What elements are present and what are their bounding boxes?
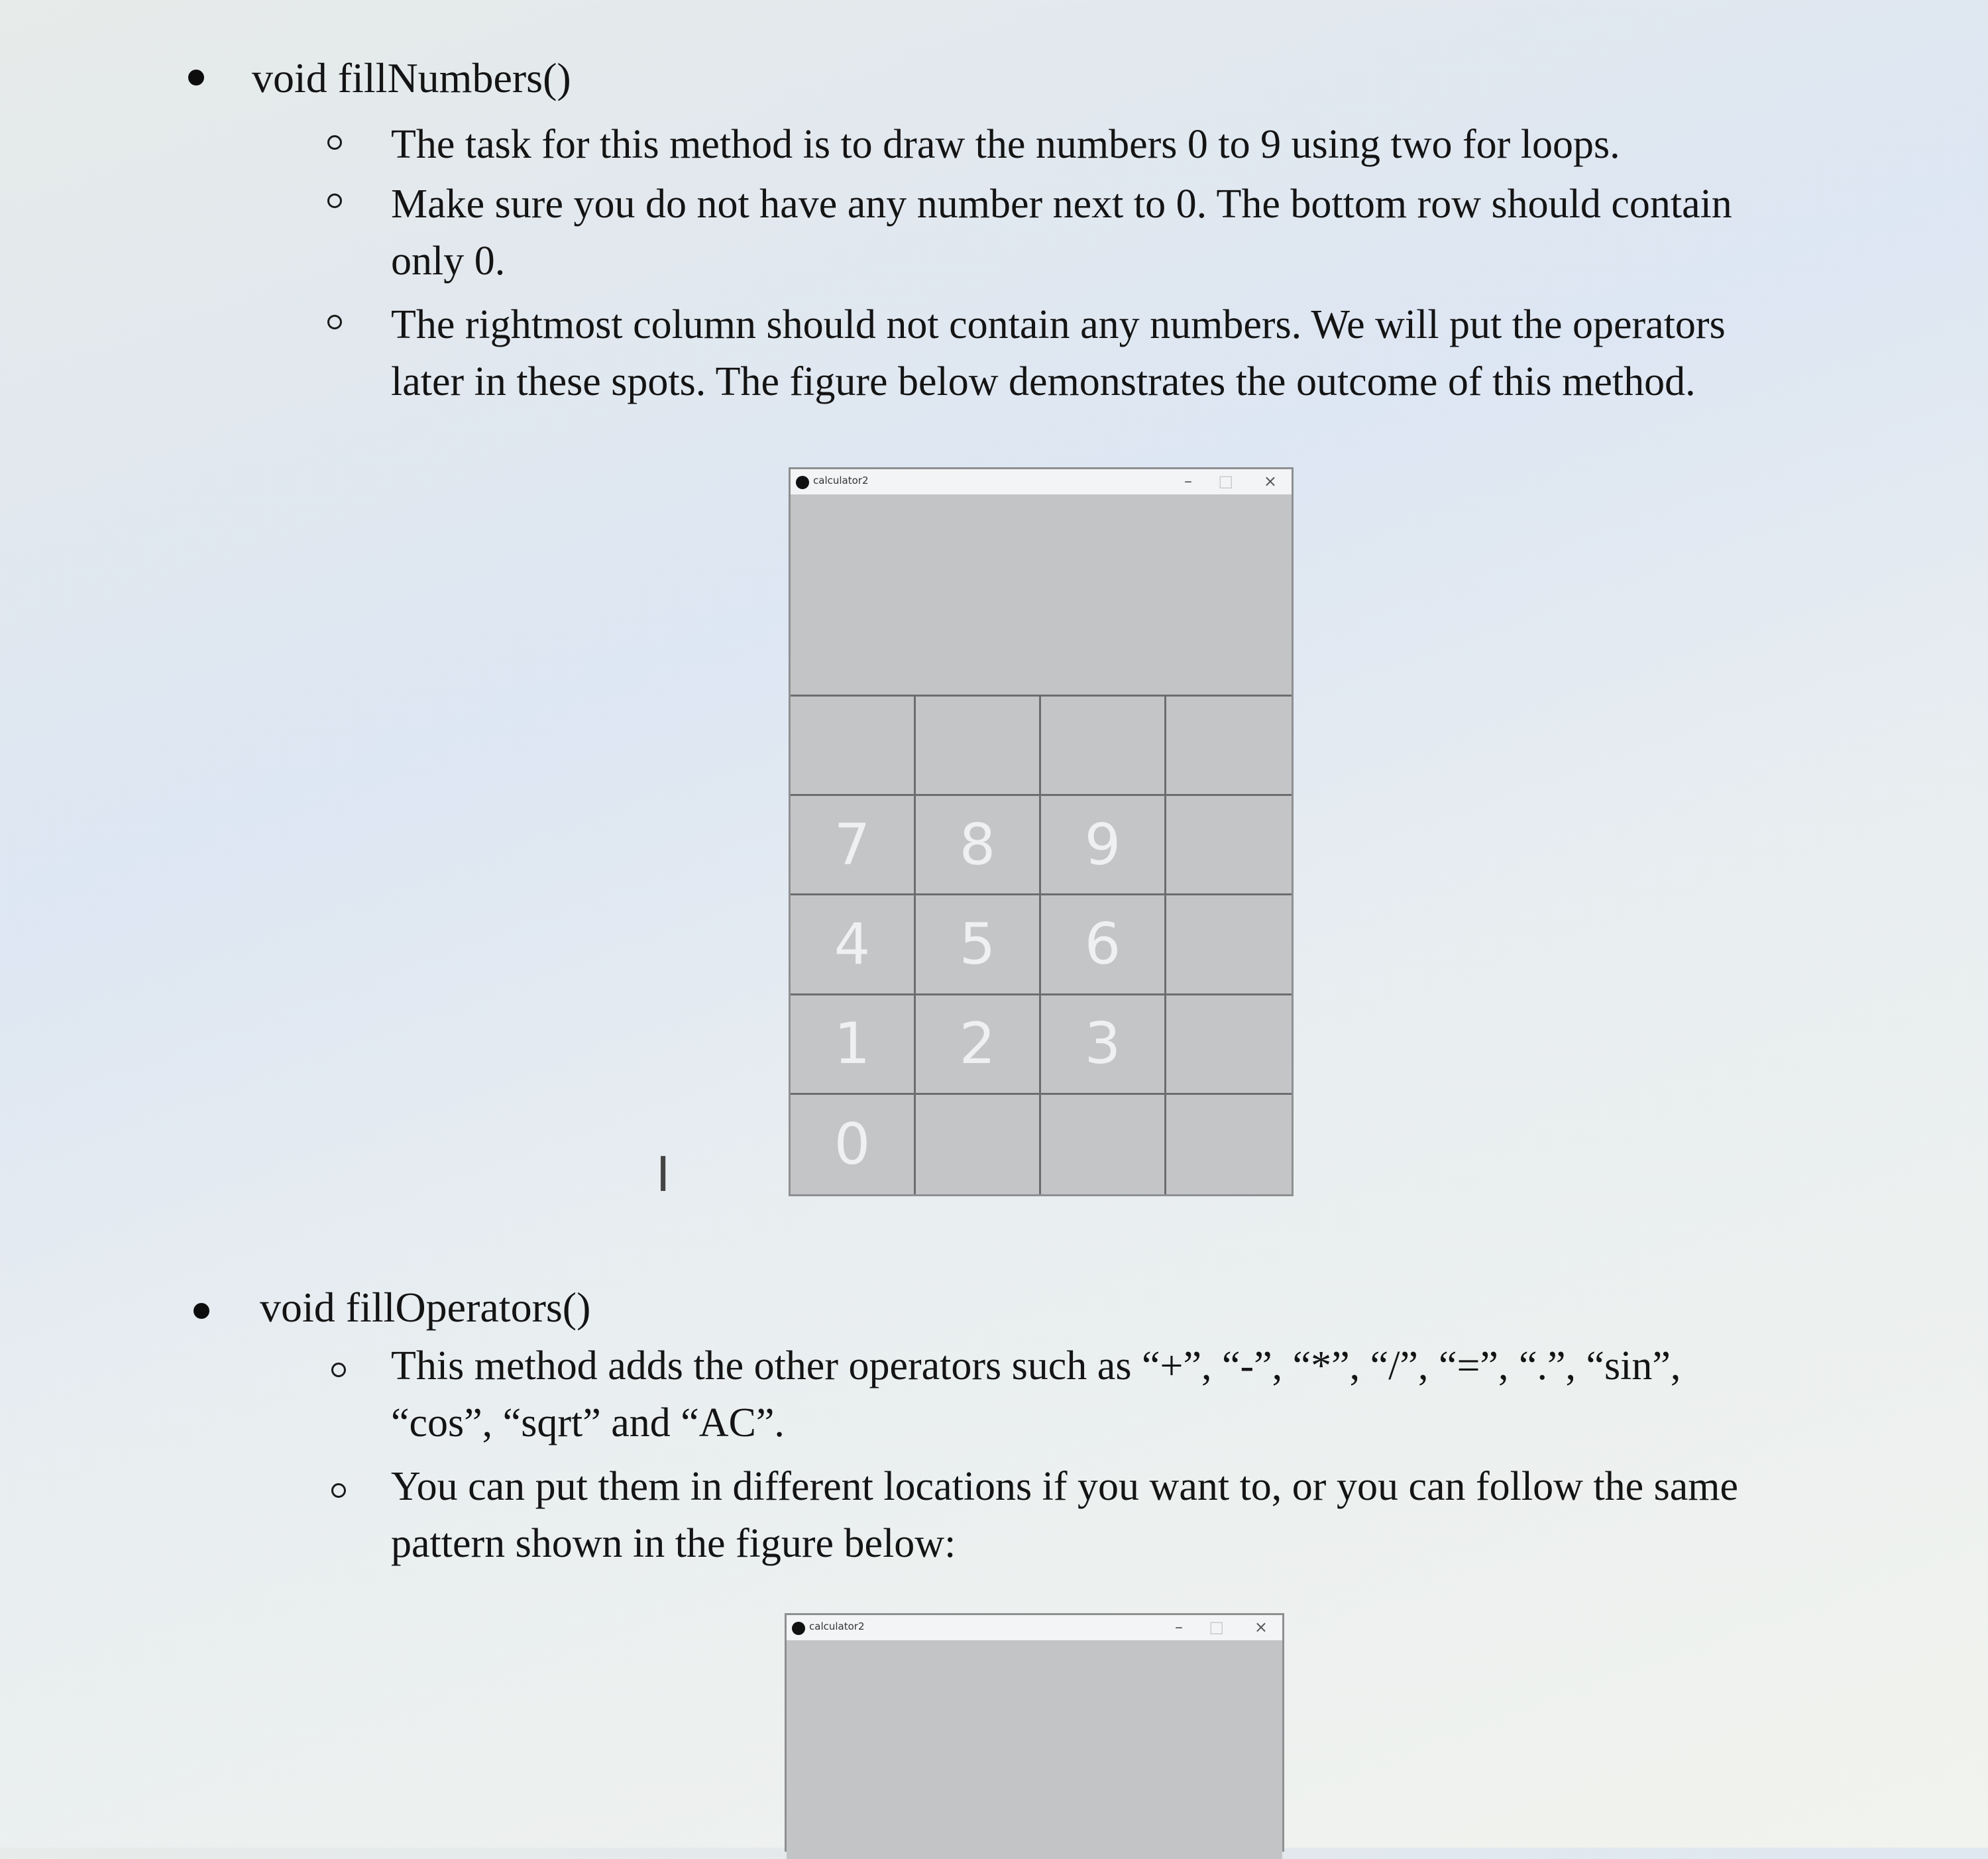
sub-item-5 [391, 1458, 1908, 1572]
minimize-icon[interactable]: – [1184, 472, 1192, 490]
digit-button-6[interactable]: 6 [1041, 895, 1166, 995]
text-line: Make sure you do not have any number next to 0. The bottom row should contain [391, 182, 1732, 227]
grid-cell-empty[interactable] [1166, 895, 1292, 995]
grid-cell-empty[interactable] [916, 697, 1041, 796]
bullet-dot [193, 1303, 209, 1319]
grid-cell-empty[interactable] [791, 697, 916, 796]
grid-cell-empty[interactable] [1166, 1095, 1292, 1194]
app-icon [792, 1622, 805, 1635]
sub-item-2 [391, 176, 1908, 290]
sub-bullet [327, 194, 342, 208]
sub-bullet [327, 315, 342, 329]
window-titlebar [791, 469, 1292, 496]
maximize-icon[interactable]: □ [1218, 472, 1233, 490]
text-line: later in these spots. The figure below demonstrates the outcome of this method. [391, 359, 1696, 404]
grid-cell-empty[interactable] [1041, 1095, 1166, 1194]
text-line: The task for this method is to draw the numbers 0 to 9 using two for loops. [391, 122, 1620, 167]
grid-cell-empty[interactable] [1166, 796, 1292, 895]
minimize-icon[interactable]: – [1175, 1618, 1183, 1636]
text-line: You can put them in different locations if you want to, or you can follow the same [391, 1464, 1738, 1509]
bullet-dot [188, 70, 204, 85]
close-icon[interactable]: × [1254, 1618, 1268, 1636]
calculator-window-figure-1 [789, 467, 1294, 1196]
text-line: The rightmost column should not contain any numbers. We will put the operators [391, 302, 1726, 347]
sub-bullet [331, 1483, 346, 1498]
digit-button-2[interactable]: 2 [916, 995, 1041, 1095]
grid-cell-empty[interactable] [916, 1095, 1041, 1194]
section-heading-fillnumbers: void fillNumbers() [252, 54, 571, 101]
grid-cell-empty[interactable] [1166, 697, 1292, 796]
digit-button-3[interactable]: 3 [1041, 995, 1166, 1095]
digit-button-7[interactable]: 7 [791, 796, 916, 895]
text-line: pattern shown in the figure below: [391, 1521, 956, 1566]
app-icon [796, 476, 809, 489]
digit-button-1[interactable]: 1 [791, 995, 916, 1095]
grid-cell-empty[interactable] [1041, 697, 1166, 796]
section-heading-filloperators: void fillOperators() [260, 1284, 591, 1331]
close-icon[interactable]: × [1263, 472, 1277, 490]
digit-button-9[interactable]: 9 [1041, 796, 1166, 895]
sub-bullet [327, 135, 342, 150]
digit-button-8[interactable]: 8 [916, 796, 1041, 895]
digit-button-0[interactable]: 0 [791, 1095, 916, 1194]
text-cursor-icon: I [656, 1147, 671, 1202]
text-line: This method adds the other operators such as “+”, “-”, “*”, “/”, “=”, “.”, “sin”, [391, 1343, 1681, 1388]
maximize-icon[interactable]: □ [1209, 1618, 1224, 1636]
calculator-display [791, 494, 1292, 697]
sub-item-4 [391, 1337, 1908, 1451]
window-title: calculator2 [813, 475, 869, 486]
window-title: calculator2 [809, 1620, 865, 1632]
sub-bullet [331, 1363, 346, 1377]
grid-cell-empty[interactable] [1166, 995, 1292, 1095]
sub-item-1 [391, 116, 1908, 173]
sub-item-3 [391, 296, 1908, 410]
text-line: “cos”, “sqrt” and “AC”. [391, 1400, 785, 1445]
window-titlebar [787, 1615, 1282, 1642]
calculator-button-grid [791, 697, 1292, 1194]
calculator-window-figure-2 [785, 1613, 1284, 1852]
digit-button-5[interactable]: 5 [916, 895, 1041, 995]
calculator-display [787, 1640, 1282, 1859]
digit-button-4[interactable]: 4 [791, 895, 916, 995]
text-line: only 0. [391, 239, 506, 284]
